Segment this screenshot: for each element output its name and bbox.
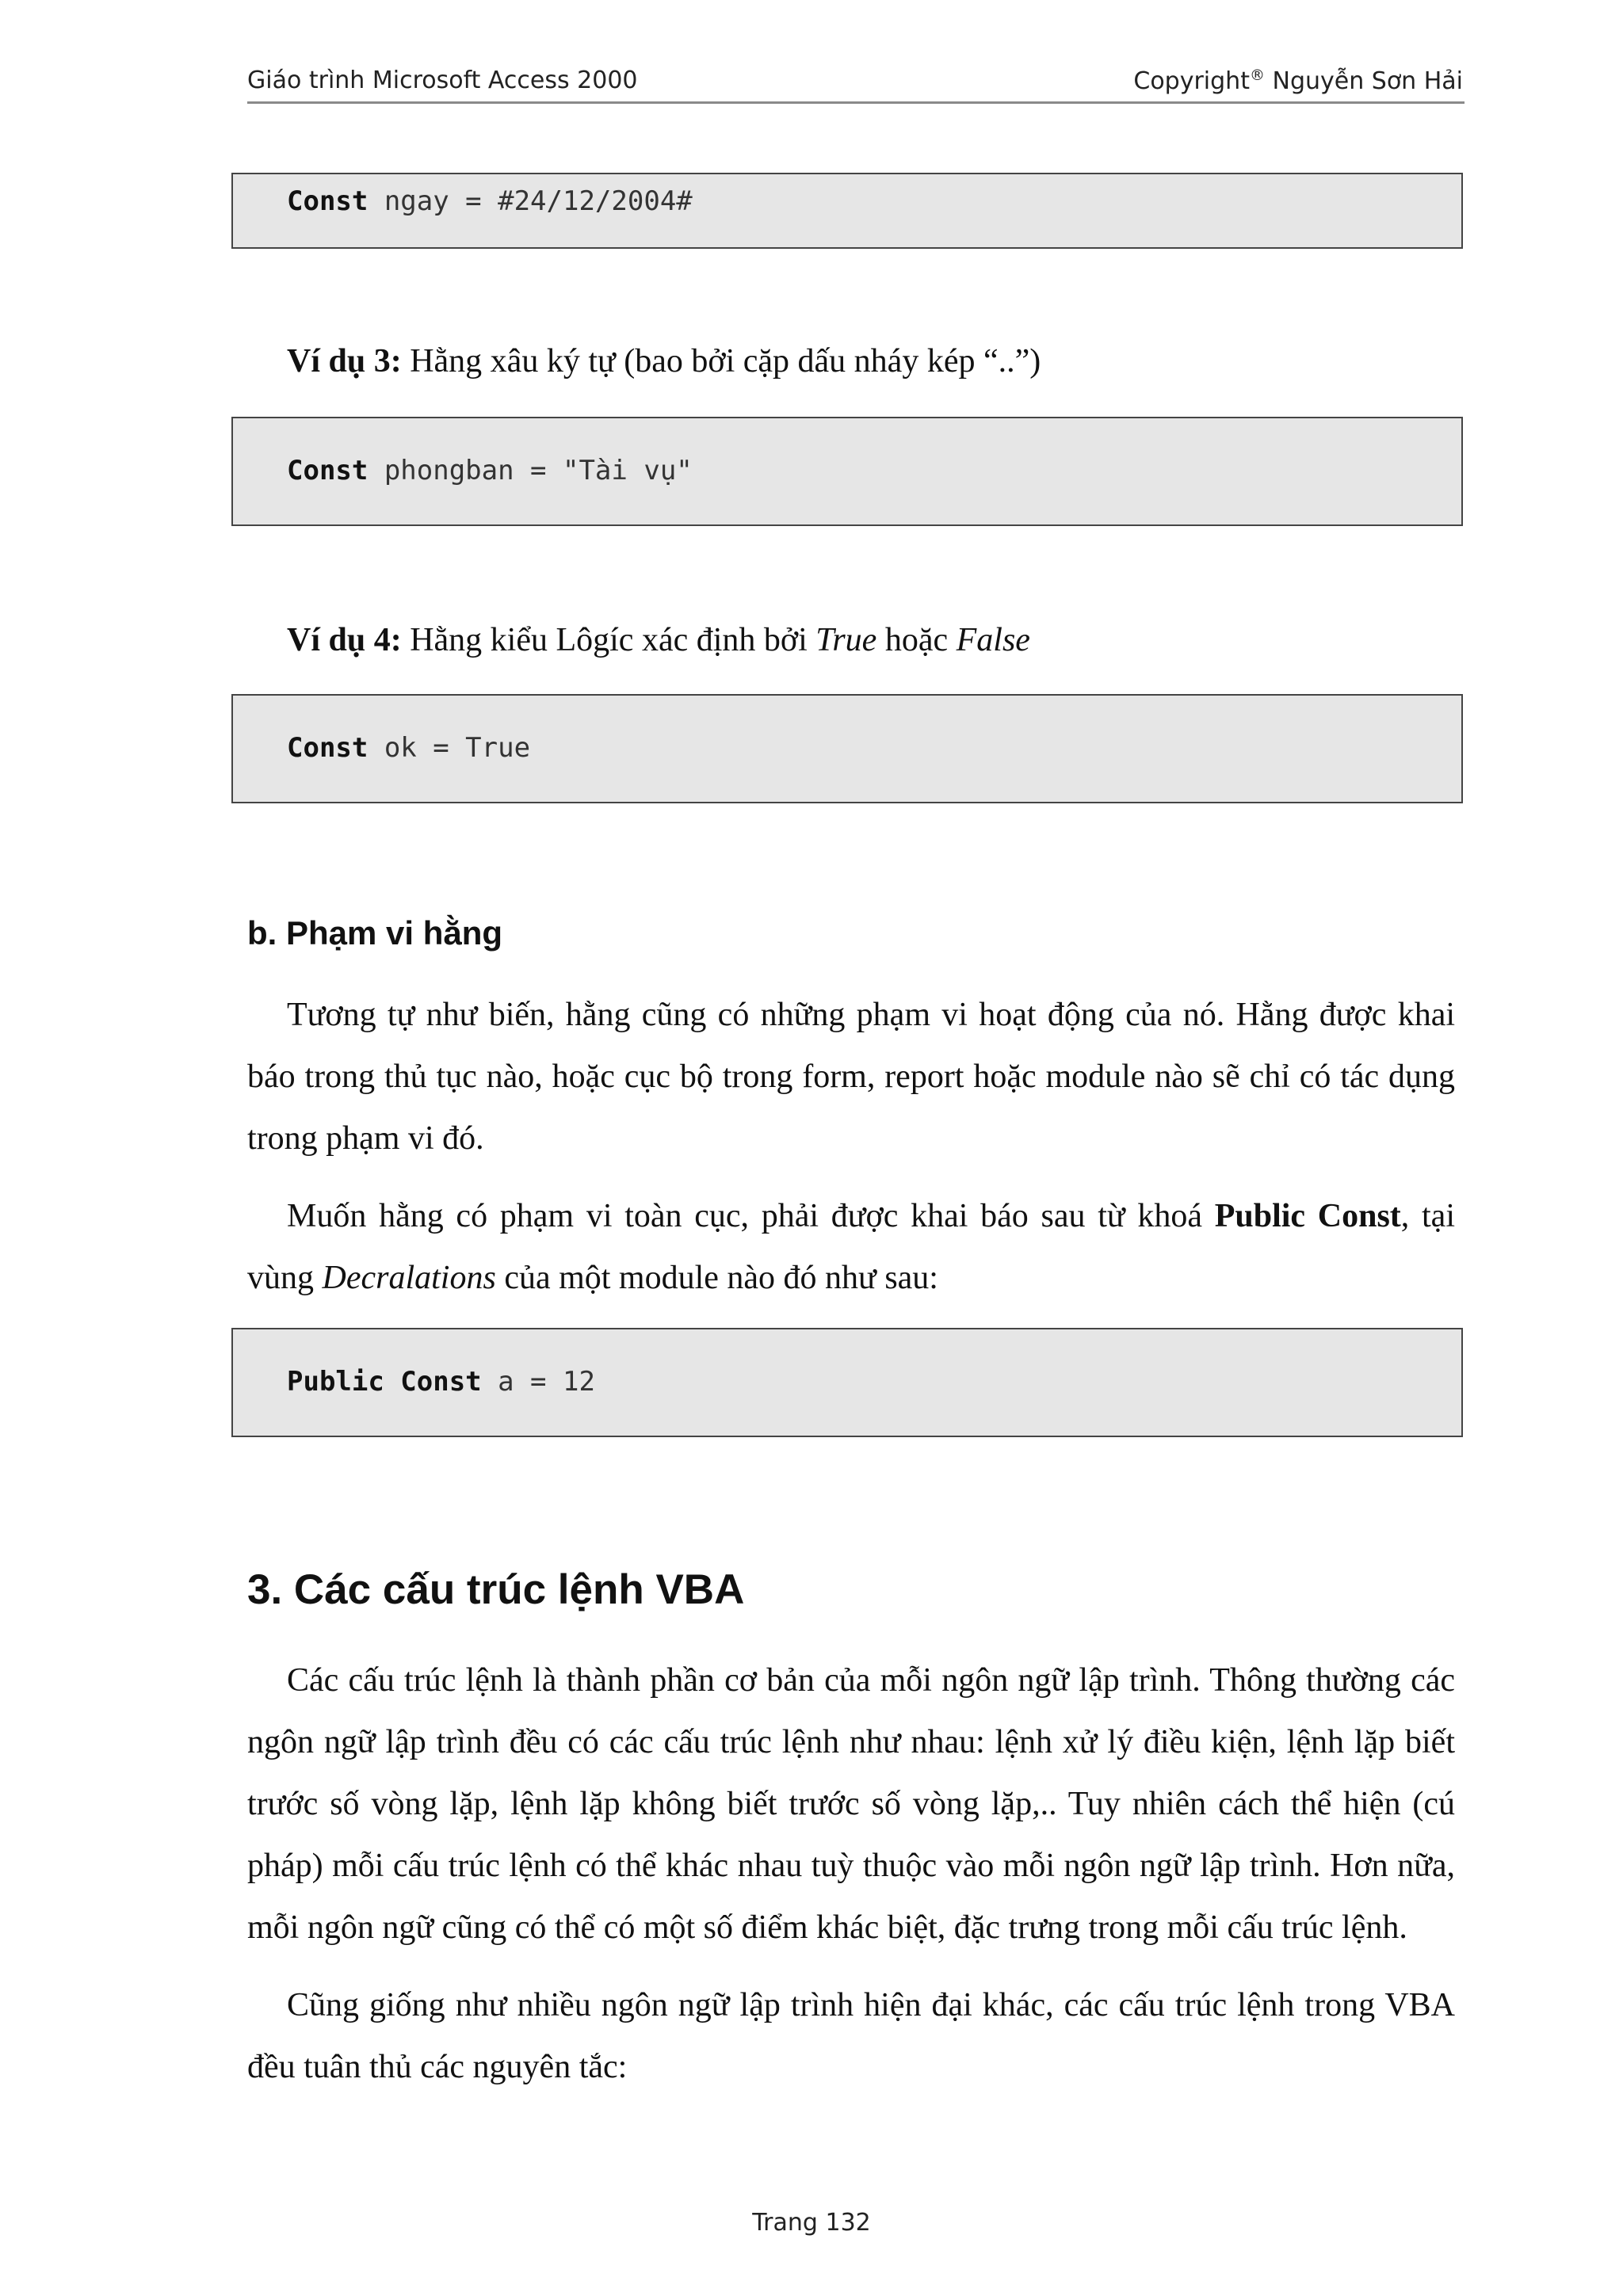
example-4-false: False	[956, 622, 1030, 658]
code-text: a = 12	[481, 1366, 595, 1398]
header-copyright	[1133, 67, 1463, 95]
example-4-label: Ví dụ 4:	[287, 622, 402, 658]
code-keyword: Public Const	[287, 1366, 482, 1398]
section-b-paragraph-2	[247, 1185, 1455, 1309]
code-block-const-ngay	[231, 173, 1463, 249]
code-keyword: Const	[287, 455, 369, 486]
registered-mark: ®	[1249, 67, 1265, 84]
copyright-label: Copyright	[1133, 67, 1250, 95]
code-text: ok = True	[368, 732, 531, 764]
section-3-paragraph-1: Các cấu trúc lệnh là thành phần cơ bản của mỗi ngôn ngữ lập trình. Thông thường các ngôn ngữ lập trình đều có các cấu trúc lệnh như nhau: lệnh xử lý điều kiện, lệnh lặp biết trước số vòng lặp, lệnh lặp không biết trước số vòng lặp,.. Tuy nhiên cách thể hiện (cú pháp) mỗi cấu trúc lệnh có thể khác nhau tuỳ thuộc vào mỗi ngôn ngữ lập trình. Hơn nữa, mỗi ngôn ngữ cũng có thể có một số điểm khác biệt, đặc trưng trong mỗi cấu trúc lệnh.	[247, 1662, 1455, 1946]
code-line	[287, 185, 693, 217]
section-3-paragraph-2: Cũng giống như nhiều ngôn ngữ lập trình hiện đại khác, các cấu trúc lệnh trong VBA đều tuân thủ các nguyên tắc:	[247, 1987, 1455, 2085]
section-b-heading: b. Phạm vi hằng	[247, 914, 503, 952]
code-line	[287, 732, 530, 764]
example-4-true: True	[815, 622, 877, 658]
example-3-text: Hằng xâu ký tự (bao bởi cặp dấu nháy kép “..”)	[401, 343, 1041, 379]
code-keyword: Const	[287, 732, 369, 764]
code-block-public-const	[231, 1328, 1463, 1437]
code-keyword: Const	[287, 185, 369, 217]
code-text: phongban = "Tài vụ"	[368, 455, 693, 486]
section-b-paragraph-1: Tương tự như biến, hằng cũng có những phạm vi hoạt động của nó. Hằng được khai báo trong thủ tục nào, hoặc cục bộ trong form, report hoặc module nào sẽ chỉ có tác dụng trong phạm vi đó.	[247, 997, 1455, 1157]
section-3-heading: 3. Các cấu trúc lệnh VBA	[247, 1566, 745, 1613]
code-block-const-phongban	[231, 417, 1463, 526]
para-text: của một module nào đó như sau:	[495, 1260, 938, 1296]
example-3	[287, 342, 1041, 380]
example-4	[287, 621, 1030, 659]
page-number: Trang 132	[752, 2209, 871, 2237]
section-b-body	[247, 984, 1455, 1309]
para-text: , tại vùng	[247, 1198, 1455, 1296]
para-italic: Decralations	[322, 1260, 496, 1296]
example-4-text: Hằng kiểu Lôgíc xác định bởi	[401, 622, 816, 658]
para-bold: Public Const	[1214, 1198, 1401, 1234]
code-text: ngay = #24/12/2004#	[368, 185, 693, 217]
code-line	[287, 1366, 595, 1398]
page-header	[247, 67, 1465, 104]
example-3-label: Ví dụ 3:	[287, 343, 402, 379]
code-block-const-ok	[231, 694, 1463, 803]
code-line	[287, 455, 693, 486]
example-4-or: hoặc	[876, 622, 957, 658]
author-name: Nguyễn Sơn Hải	[1272, 67, 1463, 95]
section-3-body	[247, 1650, 1455, 2098]
para-text: Muốn hằng có phạm vi toàn cục, phải được khai báo sau từ khoá	[287, 1198, 1215, 1234]
header-title: Giáo trình Microsoft Access 2000	[247, 67, 638, 94]
